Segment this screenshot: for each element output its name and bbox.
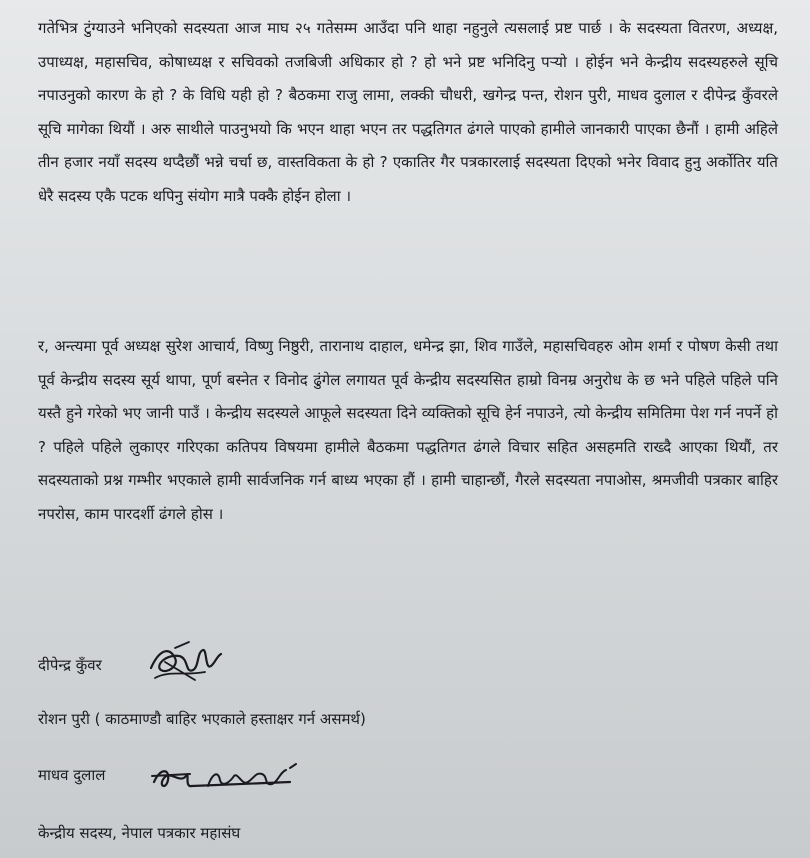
paragraph-1: गतेभित्र टुंग्याउने भनिएको सदस्यता आज माघ २५ गतेसम्म आउँदा पनि थाहा नहुनुले त्यसलाई प्रष्ट पार्छ । के सदस्यता वितरण, अध्यक्ष, उपाध्यक्ष, महासचिव, कोषाध्यक्ष र सचिवको तजबिजी अधिकार हो ? हो भने प्रष्ट भनिदिनु पर्‍यो । होईन भने केन्द्रीय सदस्यहरुले सूचि नपाउनुको कारण के हो ? के विधि यही हो ? बैठकमा राजु लामा, लक्की चौधरी, खगेन्द्र पन्त, रोशन पुरी, माधव दुलाल र दीपेन्द्र कुँवरले सूचि मागेका थियौं । अरु साथीले पाउनुभयो कि भएन थाहा भएन तर पद्धतिगत ढंगले पाएको हामीले जानकारी पाएका छैनौं । हामी अहिले तीन हजार नयाँ सदस्य थप्दैछौं भन्ने चर्चा छ, वास्तविकता के हो ? एकातिर गैर पत्रकारलाई सदस्यता दिएको भनेर विवाद हुनु अर्कोतिर यति धेरै सदस्य एकै पटक थपिनु संयोग मात्रै पक्कै होईन होला । bbox=[38, 19, 778, 205]
signatory-name: रोशन पुरी bbox=[38, 710, 90, 728]
handwritten-signature-2 bbox=[150, 762, 300, 794]
designation-line: केन्द्रीय सदस्य, नेपाल पत्रकार महासंघ bbox=[38, 824, 241, 842]
signatory-note: ( काठमाण्डौ बाहिर भएकाले हस्ताक्षर गर्न असमर्थ) bbox=[94, 710, 366, 728]
signatory-name: दीपेन्द्र कुँवर bbox=[38, 656, 102, 674]
signatory-1 bbox=[38, 652, 102, 678]
signatory-3 bbox=[38, 762, 105, 788]
handwritten-signature-1 bbox=[145, 640, 225, 686]
signatory-name: माधव दुलाल bbox=[38, 766, 106, 784]
signatory-2 bbox=[38, 706, 366, 732]
paragraph-2: र, अन्त्यमा पूर्व अध्यक्ष सुरेश आचार्य, विष्णु निष्ठुरी, तारानाथ दाहाल, धमेन्द्र झा, शिव गाउँले, महासचिवहरु ओम शर्मा र पोषण केसी तथा पूर्व केन्द्रीय सदस्य सूर्य थापा, पूर्ण बस्नेत र विनोद ढुंगेल लगायत पूर्व केन्द्रीय सदस्यसित हाम्रो विनम्र अनुरोध के छ भने पहिले पहिले पनि यस्तै हुने गरेको भए जानी पाउँ । केन्द्रीय सदस्यले आफूले सदस्यता दिने व्यक्तिको सूचि हेर्न नपाउने, त्यो केन्द्रीय समितिमा पेश गर्न नपर्ने हो ? पहिले पहिले लुकाएर गरिएका कतिपय विषयमा हामीले बैठकमा पद्धतिगत ढंगले विचार सहित असहमति राख्दै आएका थियौं, तर सदस्यताको प्रश्न गम्भीर भएकाले हामी सार्वजनिक गर्न बाध्य भएका हौं । हामी चाहान्छौं, गैरले सदस्यता नपाओस, श्रमजीवी पत्रकार बाहिर नपरोस, काम पारदर्शी ढंगले होस । bbox=[38, 337, 778, 523]
